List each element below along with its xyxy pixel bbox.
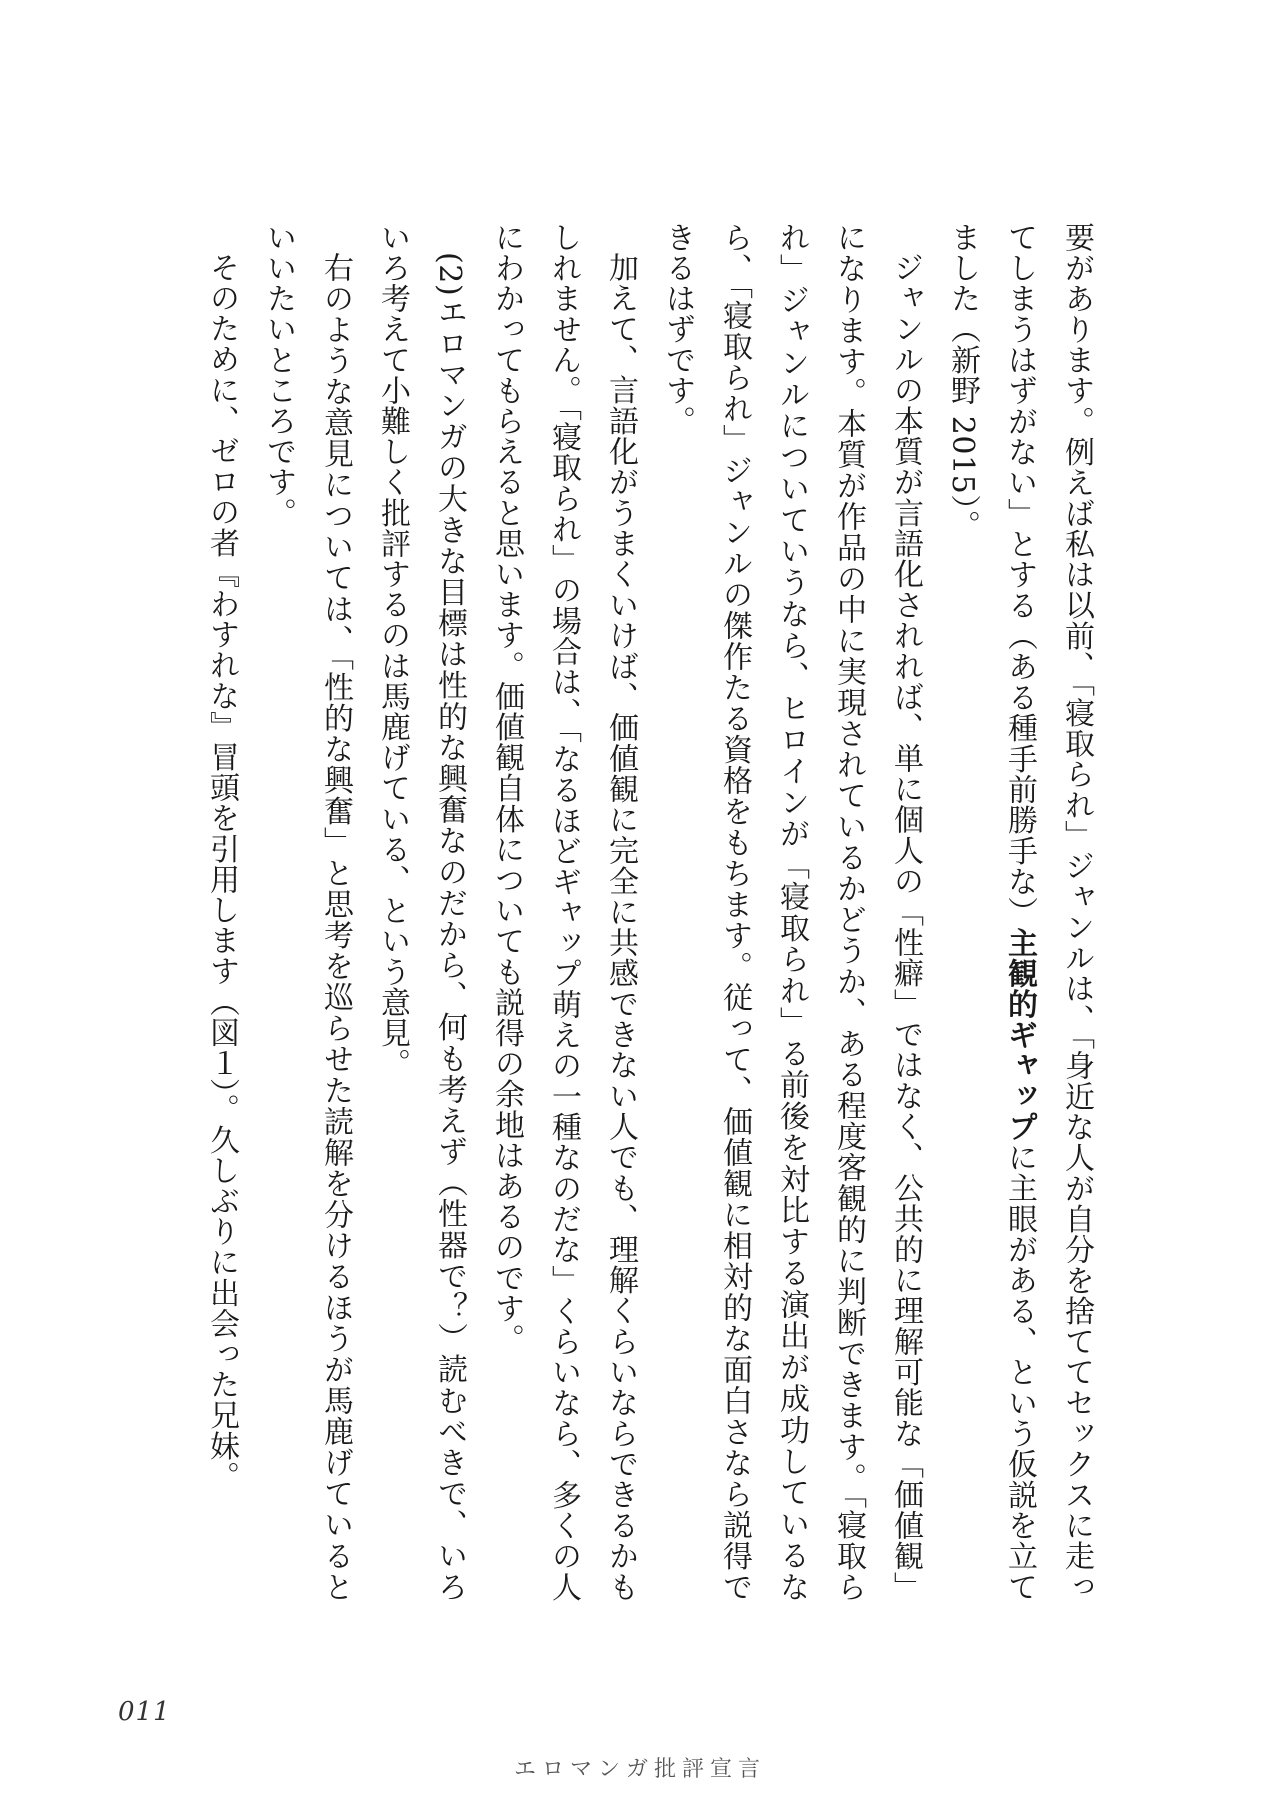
paragraph-3: 加えて、言語化がうまくいけば、価値観に完全に共感できない人でも、理解くらいならできるかもしれません。「寝取られ」の場合は、「なるほどギャップ萌えの一種なのだな」くらいなら、多くの人にわかってもらえると思います。価値観自体についても説得の余地はあるのです。 <box>489 222 638 1602</box>
paragraph-1-tail: に主眼がある、という仮説を立てました（新野 2015）。 <box>945 222 1037 1603</box>
bold-term: 主観的ギャップ <box>1002 927 1037 1143</box>
paragraph-5: 右のような意見については、「性的な興奮」と思考を巡らせた読解を分けるほうが馬鹿げているといいたいところです。 <box>261 222 353 1602</box>
paragraph-1-text: 要があります。例えば私は以前、「寝取られ」ジャンルは、「身近な人が自分を捨ててセックスに走ってしまうはずがない」とする（ある種手前勝手な） <box>1002 222 1094 1602</box>
paragraph-2: ジャンルの本質が言語化されれば、単に個人の「性癖」ではなく、公共的に理解可能な「価値観」になります。本質が作品の中に実現されているかどうか、ある程度客観的に判断できます。「寝取られ」ジャンルについていうなら、ヒロインが「寝取られ」る前後を対比する演出が成功しているなら、「寝取られ」ジャンルの傑作たる資格をもちます。従って、価値観に相対的な面白さなら説得できるはずです。 <box>660 222 923 1602</box>
paragraph-1 <box>934 222 1105 1602</box>
running-title: エロマンガ批評宣言 <box>513 1757 766 1782</box>
paragraph-6: そのために、ゼロの者『わすれな』冒頭を引用します（図１）。久しぶりに出会った兄妹。 <box>204 252 239 1492</box>
page-number: 011 <box>118 1697 171 1727</box>
body-text <box>165 222 1105 1602</box>
paragraph-4: (2)エロマンガの大きな目標は性的な興奮なのだから、何も考えず（性器で？）読むべきで、いろいろ考えて小難しく批評するのは馬鹿げている、という意見。 <box>375 222 467 1602</box>
